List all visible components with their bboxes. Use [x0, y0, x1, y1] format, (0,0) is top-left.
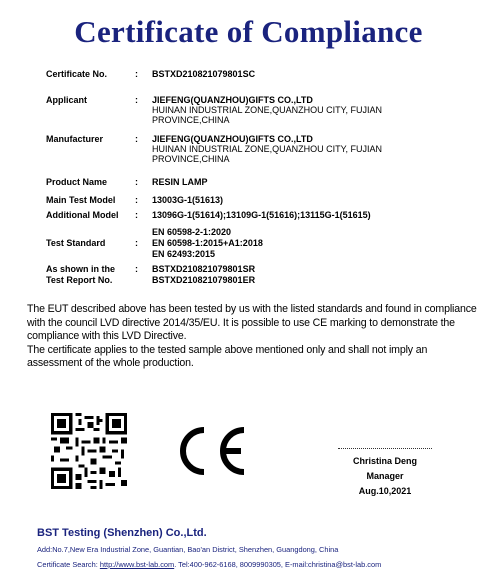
field-colon: : [135, 238, 138, 248]
field-label: As shown in the [46, 264, 116, 274]
field-label: Applicant [46, 95, 88, 105]
applicant-address-1: HUINAN INDUSTRIAL ZONE,QUANZHOU CITY, FUJIAN [152, 105, 383, 115]
search-label: Certificate Search: [37, 560, 100, 569]
test-report-sr: BSTXD210821079801SR [152, 264, 256, 274]
field-value: RESIN LAMP [152, 177, 208, 187]
manufacturer-name: JIEFENG(QUANZHOU)GIFTS CO.,LTD [152, 134, 313, 144]
contact-details: . Tel:400-962-6168, 8009990305, E-mail:christina@bst-lab.com [174, 560, 382, 569]
field-colon: : [135, 134, 138, 144]
test-standard-1: EN 60598-2-1:2020 [152, 227, 232, 237]
search-link[interactable]: http://www.bst-lab.com [99, 560, 175, 569]
field-label: Main Test Model [46, 195, 116, 205]
field-value: 13003G-1(51613) [152, 195, 224, 205]
applicant-address-2: PROVINCE,CHINA [152, 115, 230, 125]
field-colon: : [135, 264, 138, 274]
field-label: Certificate No. [46, 69, 108, 79]
field-value: BSTXD210821079801SC [152, 69, 256, 79]
statement-paragraph-2: The certificate applies to the tested sample above mentioned only and shall not imply an assessment of the whole production. [27, 343, 428, 370]
certificate-title: Certificate of Compliance [74, 14, 423, 49]
field-label: Additional Model [46, 210, 119, 220]
signature-date: Aug.10,2021 [358, 486, 412, 496]
compliance-statement [27, 303, 482, 371]
signatory-title: Manager [366, 471, 404, 481]
statement-paragraph-1: The EUT described above has been tested by us with the listed standards and found in compliance with the council LVD directive 2014/35/EU. It is possible to use CE marking to demonstrate the compliance with this LVD Directive. [27, 303, 477, 343]
test-standard-3: EN 62493:2015 [152, 249, 216, 259]
field-label: Manufacturer [46, 134, 104, 144]
footer-address: Add:No.7,New Era Industrial Zone, Guantian, Bao'an District, Shenzhen, Guangdong, China [37, 545, 339, 554]
qr-code [51, 413, 127, 489]
test-standard-2: EN 60598-1:2015+A1:2018 [152, 238, 263, 248]
field-label: Test Report No. [46, 275, 113, 285]
footer-company: BST Testing (Shenzhen) Co.,Ltd. [37, 527, 207, 539]
field-colon: : [135, 210, 138, 220]
field-colon: : [135, 195, 138, 205]
field-label: Product Name [46, 177, 108, 187]
field-label: Test Standard [46, 238, 106, 248]
field-colon: : [135, 177, 138, 187]
ce-mark-icon [174, 424, 250, 478]
field-colon: : [135, 95, 138, 105]
signatory-name: Christina Deng [352, 456, 417, 466]
test-report-er: BSTXD210821079801ER [152, 275, 256, 285]
field-colon: : [135, 69, 138, 79]
manufacturer-address-1: HUINAN INDUSTRIAL ZONE,QUANZHOU CITY, FUJIAN [152, 144, 383, 154]
applicant-name: JIEFENG(QUANZHOU)GIFTS CO.,LTD [152, 95, 313, 105]
field-value: 13096G-1(51614);13109G-1(51616);13115G-1(51615) [152, 210, 371, 220]
footer-contact [37, 560, 381, 569]
signature-line [338, 448, 432, 449]
manufacturer-address-2: PROVINCE,CHINA [152, 154, 230, 164]
